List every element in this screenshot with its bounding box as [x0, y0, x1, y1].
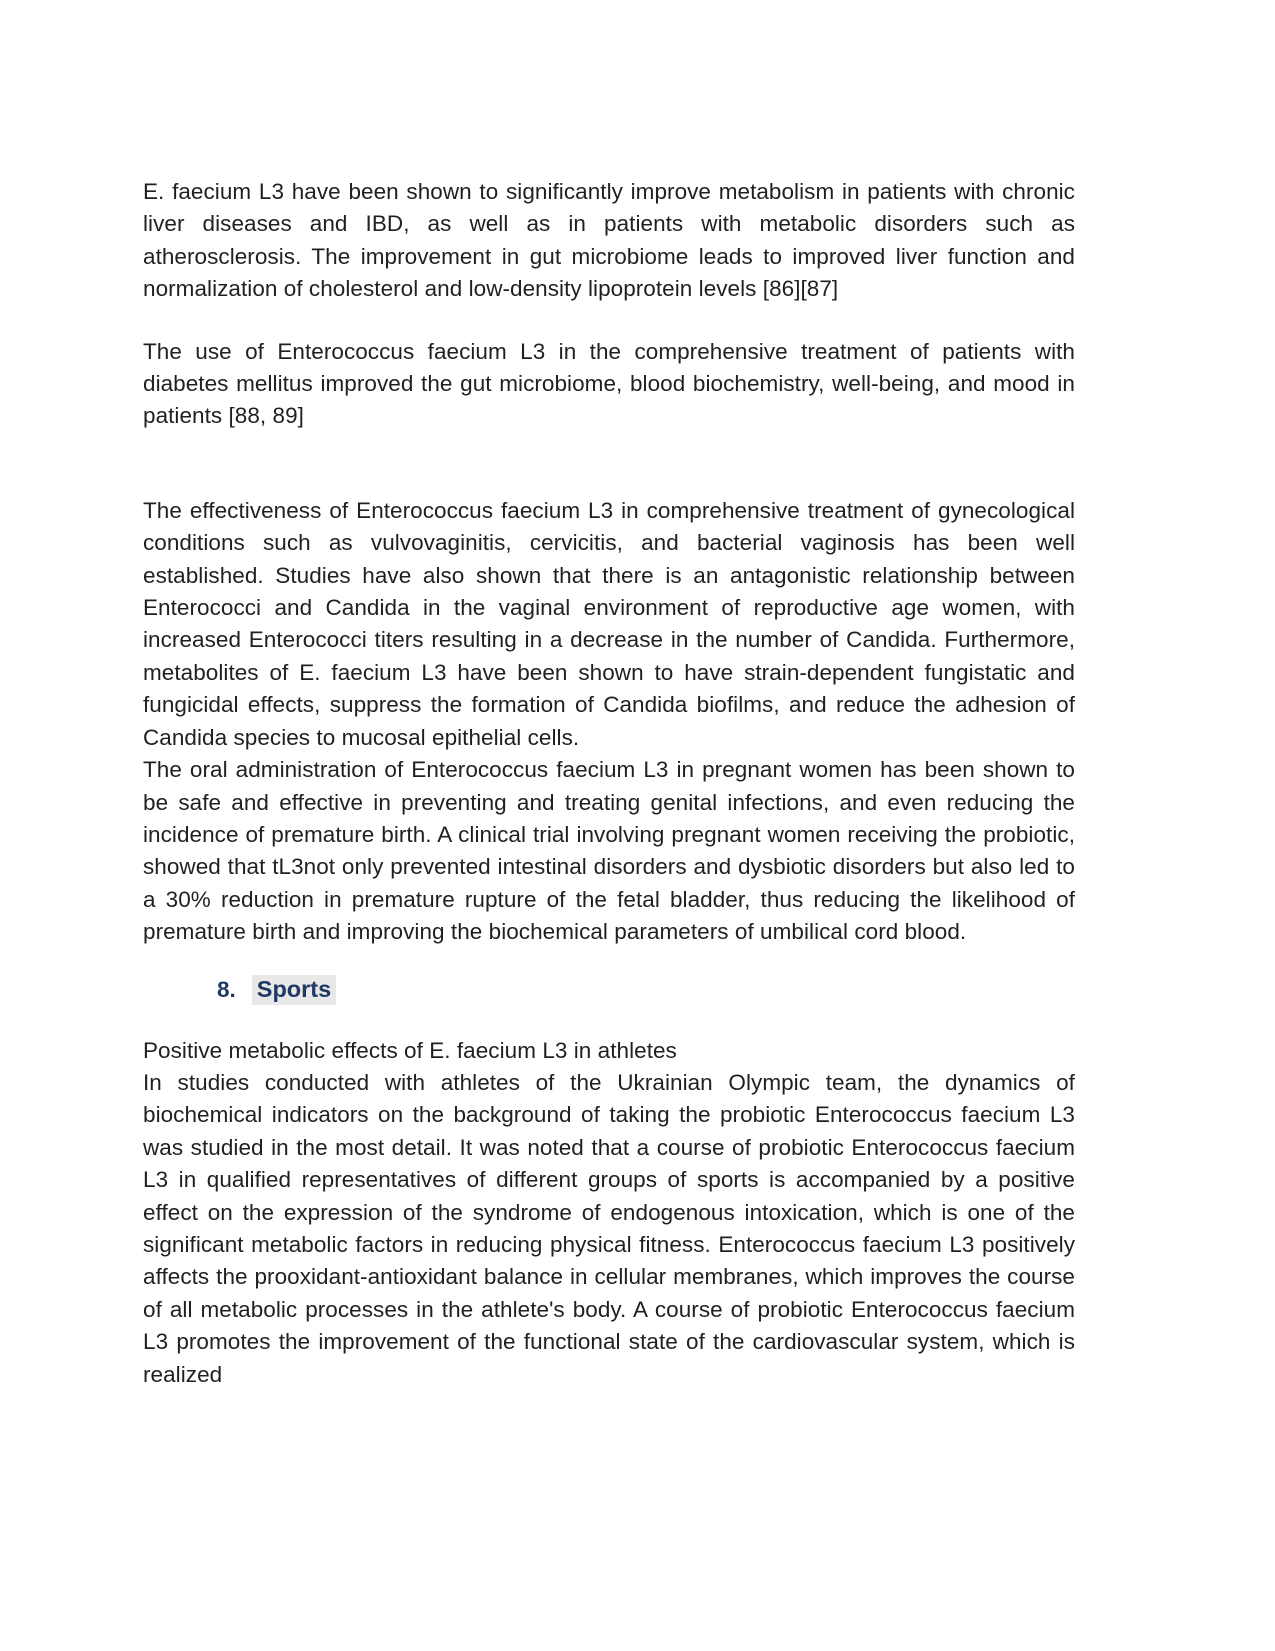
paragraph-gynecology: The effectiveness of Enterococcus faecium L3 in comprehensive treatment of gynecological conditions such as vulvovaginitis, cervicitis, and bacterial vaginosis has been well established. Studies have also shown that there is an antagonistic relationship between Enterococci and Candida in the vaginal environment of reproductive age women, with increased Enterococci titers resulting in a decrease in the number of Candida. Furthermore, metabolites of E. faecium L3 have been shown to have strain-dependent fungistatic and fungicidal effects, suppress the formation of Candida biofilms, and reduce the adhesion of Candida species to mucosal epithelial cells. [143, 497, 1075, 750]
paragraph-spacer [143, 306, 1075, 336]
section-title: Sports [252, 975, 336, 1005]
section-heading-sports [143, 975, 1075, 1005]
paragraph-liver-metabolism: E. faecium L3 have been shown to significantly improve metabolism in patients with chronic liver diseases and IBD, as well as in patients with metabolic disorders such as atherosclerosis. The improvement in gut microbiome leads to improved liver function and normalization of cholesterol and low-density lipoprotein levels [86][87] [143, 179, 1075, 302]
section-number: 8. [217, 976, 236, 1002]
heading-spacer [143, 1005, 1075, 1035]
paragraph-pregnancy: The oral administration of Enterococcus faecium L3 in pregnant women has been shown to be safe and effective in preventing and treating genital infections, and even reducing the incidence of premature birth. A clinical trial involving pregnant women receiving the probiotic, showed that tL3not only prevented intestinal disorders and dysbiotic disorders but also led to a 30% reduction in premature rupture of the fetal bladder, thus reducing the likelihood of premature birth and improving the biochemical parameters of umbilical cord blood. [143, 757, 1075, 945]
paragraph-spacer [143, 433, 1075, 495]
paragraph-diabetes: The use of Enterococcus faecium L3 in the comprehensive treatment of patients with diabetes mellitus improved the gut microbiome, blood biochemistry, well-being, and mood in patients [88, 89] [143, 338, 1075, 429]
paragraph-athletes-intro: Positive metabolic effects of E. faecium L3 in athletes [143, 1037, 677, 1063]
document-body [143, 176, 1075, 1391]
paragraph-athletes-study: In studies conducted with athletes of the Ukrainian Olympic team, the dynamics of biochemical indicators on the background of taking the probiotic Enterococcus faecium L3 was studied in the most detail. It was noted that a course of probiotic Enterococcus faecium L3 in qualified representatives of different groups of sports is accompanied by a positive effect on the expression of the syndrome of endogenous intoxication, which is one of the significant metabolic factors in reducing physical fitness. Enterococcus faecium L3 positively affects the prooxidant-antioxidant balance in cellular membranes, which improves the course of all metabolic processes in the athlete's body. A course of probiotic Enterococcus faecium L3 promotes the improvement of the functional state of the cardiovascular system, which is realized [143, 1069, 1075, 1387]
